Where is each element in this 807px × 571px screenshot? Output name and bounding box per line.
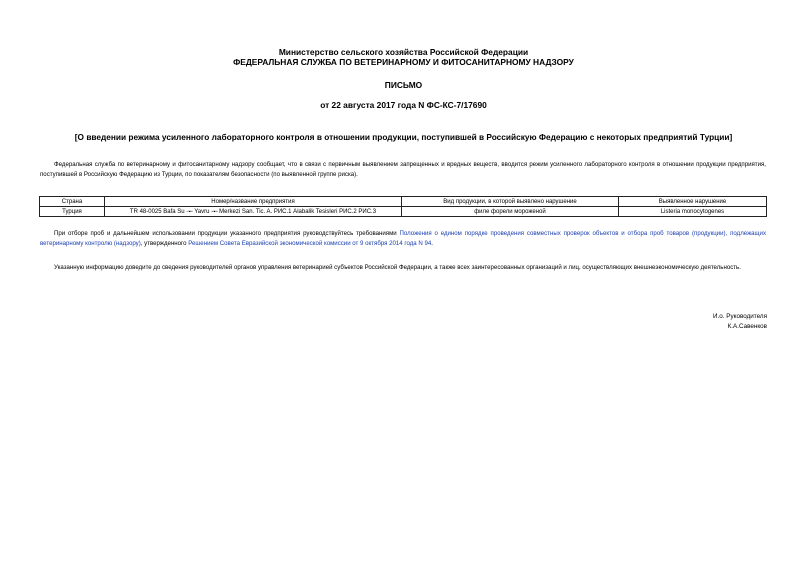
column-header: Выявленное нарушение: [619, 197, 767, 207]
ministry-name: Министерство сельского хозяйства Российской Федерации: [278, 47, 529, 57]
decision-link[interactable]: Решением Совета Евразийской экономической комиссии от 9 октября 2014 года N 94: [188, 240, 432, 247]
document-type: ПИСЬМО: [384, 80, 423, 90]
cell-country: Турция: [40, 207, 105, 217]
illegible-glyph: ◦▫▪▫◦: [186, 208, 193, 215]
column-header: Страна: [40, 197, 105, 207]
table-header-row: [40, 197, 767, 207]
document-subject: [О введении режима усиленного лабораторного контроля в отношении продукции, поступившей в Российскую Федерацию с некоторых предприятий Турции]: [74, 132, 733, 142]
regulation-link[interactable]: Положения о едином порядке проведения совместных проверок объектов и отбора проб товаров (продукции), подлежащих ветеринарному контролю (надзору): [40, 230, 766, 247]
cell-enterprise: TR 48-0025 Bafa Su ◦▫▪▫◦ Yavru ◦▫▪▫◦ Merkezi San. Tic. A. РИС.1 Alabalik Tesisleri РИС.2 РИС.3: [105, 207, 402, 217]
service-name: ФЕДЕРАЛЬНАЯ СЛУЖБА ПО ВЕТЕРИНАРНОМУ И ФИТОСАНИТАРНОМУ НАДЗОРУ: [233, 57, 574, 67]
cell-product: филе форели мороженой: [402, 207, 619, 217]
paragraph-instruction: Указанную информацию доведите до сведения руководителей органов управления ветеринарией субъектов Российской Федерации, а также всех заинтересованных организаций и лиц, осуществляющих внешнеэкономическую деятельность.: [54, 264, 741, 271]
paragraph-intro: Федеральная служба по ветеринарному и фитосанитарному надзору сообщает, что в связи с первичным выявлением запрещенных и вредных веществ, вводится режим усиленного лабораторного контроля в отношении продукции предприятия, поступившей в Российскую Федерацию из Турции, по показателям безопасности (по выявленной группе риска).: [40, 161, 766, 178]
signatory-title: И.о. Руководителя: [713, 313, 767, 320]
signatory-name: К.А.Савенков: [727, 323, 767, 330]
column-header: Вид продукции, в которой выявлено нарушение: [402, 197, 619, 207]
table-row: [40, 207, 767, 217]
cell-violation: Listeria monocytogenes: [619, 207, 767, 217]
illegible-glyph: ◦▫▪▫◦: [211, 208, 218, 215]
enterprise-table: [39, 196, 767, 217]
column-header: Номер/название предприятия: [105, 197, 402, 207]
document-date-number: от 22 августа 2017 года N ФС-КС-7/17690: [320, 100, 487, 110]
paragraph-requirements: При отборе проб и дальнейшем использовании продукции указанного предприятия руководствуйтесь требованиями Положения о едином порядке проведения совместных проверок объектов и отбора проб товаров (продукции), подлежащих ветеринарному контролю (надзору), утвержденного Решением Совета Евразийской экономической комиссии от 9 октября 2014 года N 94.: [40, 230, 766, 247]
